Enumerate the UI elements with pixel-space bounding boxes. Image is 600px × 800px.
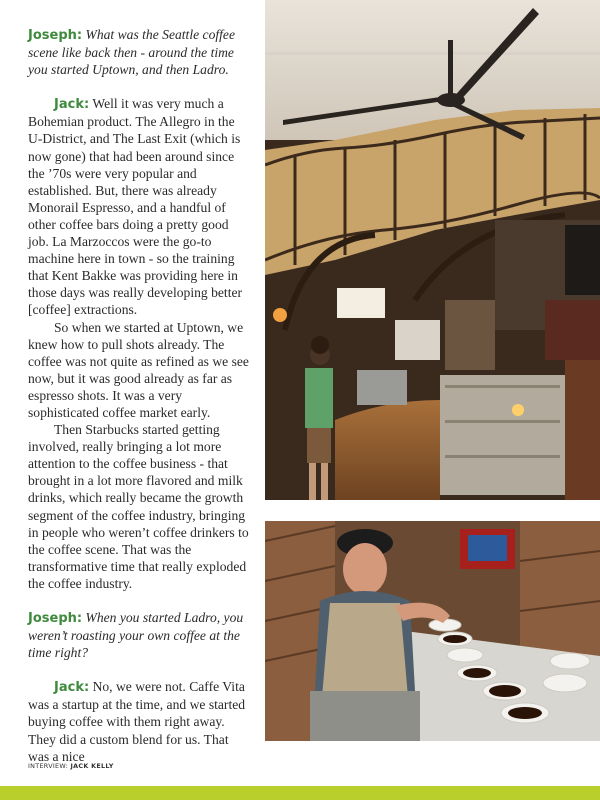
speaker-label: Jack:	[54, 680, 90, 696]
body-paragraph: Then Starbucks started getting involved, really bringing a lot more attention to the coffee business - that brought in a lot more flavored and milk drinks, which really became the growth segment of the coffee industry, bringing in people who weren’t coffee drinkers to the coffee scene. That was the transformative time that really exploded the coffee industry.	[28, 422, 249, 591]
body-paragraph: So when we started at Uptown, we knew how to pull shots already. The coffee was not quite as refined as we see now, but it was good already as far as espresso shots. It was a very sophisticated coffee market early.	[28, 319, 249, 420]
coffee-cupping-photo	[265, 521, 600, 741]
answer-paragraph	[28, 678, 252, 764]
question-text: When you started Ladro, you weren’t roasting your own coffee at the time right?	[28, 610, 244, 661]
question-paragraph	[28, 26, 252, 78]
question-paragraph	[28, 609, 252, 661]
footer-accent-bar	[0, 786, 600, 800]
speaker-label: Jack:	[54, 97, 90, 113]
answer-text: Well it was very much a Bohemian product. The Allegro in the U-District, and The Last Exit (which is now gone) that had been around since the ’70s were very popular and established. But, there was already Monorail Espresso, and a handful of other coffee bars doing a pretty good job. La Marzoccos were the go-to machine here in town - so the training that Kent Bakke was providing here in those days was really developing better [coffee] extractions.	[28, 96, 243, 318]
answer-paragraph	[28, 95, 252, 318]
speaker-label: Joseph:	[28, 28, 83, 43]
cafe-interior-photo	[265, 0, 600, 500]
page-footer	[28, 762, 114, 770]
speaker-label: Joseph:	[28, 611, 83, 626]
answer-text: No, we were not. Caffe Vita was a startup at the time, and we started buying coffee with them right away. They did a custom blend for us. That was a nice	[28, 679, 246, 764]
article-text-column	[28, 26, 252, 765]
footer-name: JACK KELLY	[70, 762, 114, 770]
footer-label: INTERVIEW:	[28, 762, 69, 770]
question-text: What was the Seattle coffee scene like back then - around the time you started Uptown, and then Ladro.	[28, 27, 235, 78]
